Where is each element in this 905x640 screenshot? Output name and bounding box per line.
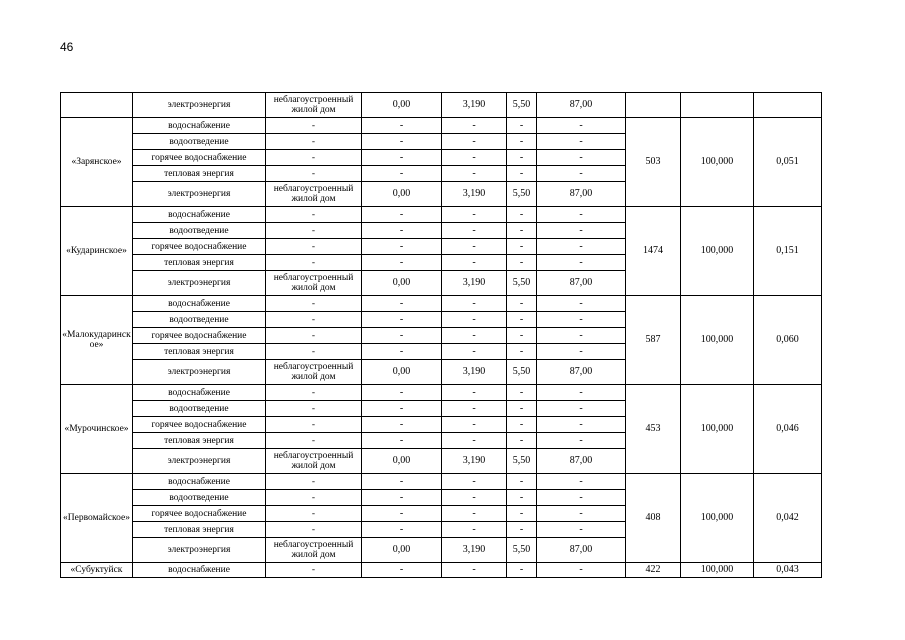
value-cell: - — [362, 166, 442, 182]
value-cell: - — [362, 223, 442, 239]
count-cell: 587 — [626, 296, 681, 385]
value-cell: - — [537, 490, 626, 506]
share-cell: 0,042 — [754, 474, 822, 563]
housing-cell: - — [266, 417, 362, 433]
housing-cell: неблагоустроенный жилой дом — [266, 93, 362, 118]
value-cell: - — [442, 522, 507, 538]
settlement-name: «Субуктуйск — [61, 563, 133, 578]
value-cell: - — [507, 296, 537, 312]
value-cell: 0,00 — [362, 360, 442, 385]
value-cell: 3,190 — [442, 449, 507, 474]
service-cell: электроэнергия — [133, 360, 266, 385]
percent-cell: 100,000 — [681, 118, 754, 207]
value-cell: - — [442, 474, 507, 490]
percent-cell: 100,000 — [681, 474, 754, 563]
count-cell — [626, 93, 681, 118]
value-cell: 5,50 — [507, 538, 537, 563]
table-row — [61, 563, 822, 578]
value-cell: 5,50 — [507, 93, 537, 118]
table-row — [61, 385, 822, 401]
housing-cell: - — [266, 239, 362, 255]
value-cell: - — [507, 433, 537, 449]
settlement-name: «Первомайское» — [61, 474, 133, 563]
housing-cell: - — [266, 223, 362, 239]
value-cell: - — [362, 522, 442, 538]
value-cell: - — [537, 474, 626, 490]
housing-cell: - — [266, 385, 362, 401]
value-cell: - — [442, 239, 507, 255]
value-cell: - — [362, 563, 442, 578]
value-cell: - — [507, 255, 537, 271]
value-cell: - — [537, 344, 626, 360]
value-cell: - — [362, 474, 442, 490]
value-cell: - — [507, 118, 537, 134]
service-cell: тепловая энергия — [133, 522, 266, 538]
value-cell: - — [537, 150, 626, 166]
value-cell: 0,00 — [362, 182, 442, 207]
value-cell: - — [362, 255, 442, 271]
tariff-table — [60, 92, 822, 578]
service-cell: горячее водоснабжение — [133, 150, 266, 166]
value-cell: - — [362, 344, 442, 360]
value-cell: - — [507, 506, 537, 522]
count-cell: 408 — [626, 474, 681, 563]
value-cell: - — [362, 207, 442, 223]
value-cell: - — [507, 312, 537, 328]
value-cell: - — [442, 344, 507, 360]
housing-cell: - — [266, 312, 362, 328]
value-cell: - — [537, 223, 626, 239]
value-cell: - — [442, 166, 507, 182]
service-cell: электроэнергия — [133, 449, 266, 474]
value-cell: 0,00 — [362, 538, 442, 563]
table-row — [61, 93, 822, 118]
share-cell — [754, 93, 822, 118]
housing-cell: - — [266, 134, 362, 150]
value-cell: - — [507, 344, 537, 360]
percent-cell: 100,000 — [681, 207, 754, 296]
settlement-name: «Малокударинское» — [61, 296, 133, 385]
percent-cell: 100,000 — [681, 563, 754, 578]
value-cell: - — [537, 522, 626, 538]
percent-cell: 100,000 — [681, 385, 754, 474]
value-cell: 0,00 — [362, 449, 442, 474]
service-cell: горячее водоснабжение — [133, 506, 266, 522]
value-cell: 5,50 — [507, 360, 537, 385]
value-cell: - — [362, 433, 442, 449]
value-cell: - — [507, 401, 537, 417]
service-cell: водоотведение — [133, 312, 266, 328]
value-cell: - — [442, 207, 507, 223]
value-cell: - — [442, 328, 507, 344]
value-cell: - — [362, 296, 442, 312]
service-cell: электроэнергия — [133, 93, 266, 118]
value-cell: - — [507, 522, 537, 538]
service-cell: водоснабжение — [133, 474, 266, 490]
housing-cell: - — [266, 506, 362, 522]
value-cell: 87,00 — [537, 449, 626, 474]
value-cell: 0,00 — [362, 271, 442, 296]
value-cell: - — [507, 328, 537, 344]
service-cell: электроэнергия — [133, 182, 266, 207]
service-cell: горячее водоснабжение — [133, 328, 266, 344]
value-cell: - — [537, 239, 626, 255]
value-cell: - — [442, 506, 507, 522]
value-cell: 3,190 — [442, 271, 507, 296]
value-cell: - — [537, 166, 626, 182]
share-cell: 0,046 — [754, 385, 822, 474]
value-cell: - — [537, 207, 626, 223]
value-cell: - — [537, 401, 626, 417]
value-cell: - — [442, 296, 507, 312]
service-cell: тепловая энергия — [133, 344, 266, 360]
percent-cell: 100,000 — [681, 296, 754, 385]
value-cell: - — [442, 385, 507, 401]
value-cell: - — [537, 563, 626, 578]
service-cell: тепловая энергия — [133, 255, 266, 271]
value-cell: - — [442, 417, 507, 433]
value-cell: - — [442, 433, 507, 449]
value-cell: - — [442, 223, 507, 239]
value-cell: - — [362, 506, 442, 522]
value-cell: 87,00 — [537, 93, 626, 118]
count-cell: 503 — [626, 118, 681, 207]
service-cell: водоотведение — [133, 401, 266, 417]
value-cell: 3,190 — [442, 182, 507, 207]
table-row — [61, 296, 822, 312]
value-cell: - — [507, 207, 537, 223]
value-cell: - — [537, 433, 626, 449]
service-cell: электроэнергия — [133, 538, 266, 563]
value-cell: 5,50 — [507, 182, 537, 207]
value-cell: - — [442, 563, 507, 578]
housing-cell: неблагоустроенный жилой дом — [266, 271, 362, 296]
share-cell: 0,043 — [754, 563, 822, 578]
housing-cell: - — [266, 563, 362, 578]
value-cell: - — [442, 134, 507, 150]
page-number: 46 — [60, 40, 74, 54]
table-row — [61, 118, 822, 134]
service-cell: тепловая энергия — [133, 166, 266, 182]
housing-cell: - — [266, 296, 362, 312]
value-cell: - — [507, 490, 537, 506]
value-cell: - — [507, 474, 537, 490]
value-cell: - — [442, 401, 507, 417]
settlement-name: «Мурочинское» — [61, 385, 133, 474]
housing-cell: - — [266, 344, 362, 360]
value-cell: 3,190 — [442, 93, 507, 118]
housing-cell: - — [266, 490, 362, 506]
value-cell: - — [442, 118, 507, 134]
housing-cell: - — [266, 150, 362, 166]
value-cell: - — [362, 417, 442, 433]
value-cell: 87,00 — [537, 360, 626, 385]
settlement-name: «Кударинское» — [61, 207, 133, 296]
value-cell: - — [442, 490, 507, 506]
value-cell: - — [507, 150, 537, 166]
value-cell: - — [537, 255, 626, 271]
value-cell: 87,00 — [537, 182, 626, 207]
value-cell: - — [537, 385, 626, 401]
share-cell: 0,151 — [754, 207, 822, 296]
value-cell: 3,190 — [442, 360, 507, 385]
value-cell: - — [537, 312, 626, 328]
service-cell: электроэнергия — [133, 271, 266, 296]
value-cell: - — [362, 328, 442, 344]
value-cell: - — [537, 296, 626, 312]
value-cell: - — [442, 312, 507, 328]
service-cell: горячее водоснабжение — [133, 417, 266, 433]
housing-cell: - — [266, 328, 362, 344]
value-cell: - — [362, 239, 442, 255]
service-cell: водоотведение — [133, 223, 266, 239]
value-cell: - — [362, 118, 442, 134]
housing-cell: - — [266, 166, 362, 182]
housing-cell: неблагоустроенный жилой дом — [266, 182, 362, 207]
value-cell: 87,00 — [537, 271, 626, 296]
housing-cell: - — [266, 207, 362, 223]
value-cell: - — [537, 417, 626, 433]
value-cell: - — [362, 134, 442, 150]
share-cell: 0,051 — [754, 118, 822, 207]
value-cell: - — [507, 563, 537, 578]
value-cell: - — [362, 385, 442, 401]
value-cell: 0,00 — [362, 93, 442, 118]
value-cell: - — [362, 401, 442, 417]
service-cell: водоснабжение — [133, 385, 266, 401]
value-cell: - — [362, 150, 442, 166]
value-cell: - — [537, 506, 626, 522]
housing-cell: неблагоустроенный жилой дом — [266, 449, 362, 474]
service-cell: водоснабжение — [133, 118, 266, 134]
service-cell: водоснабжение — [133, 207, 266, 223]
count-cell: 1474 — [626, 207, 681, 296]
count-cell: 422 — [626, 563, 681, 578]
housing-cell: - — [266, 118, 362, 134]
value-cell: - — [507, 239, 537, 255]
value-cell: - — [537, 134, 626, 150]
settlement-name: «Зарянское» — [61, 118, 133, 207]
service-cell: водоснабжение — [133, 296, 266, 312]
table-row — [61, 474, 822, 490]
count-cell: 453 — [626, 385, 681, 474]
service-cell: водоснабжение — [133, 563, 266, 578]
housing-cell: - — [266, 474, 362, 490]
housing-cell: - — [266, 522, 362, 538]
value-cell: 87,00 — [537, 538, 626, 563]
housing-cell: неблагоустроенный жилой дом — [266, 360, 362, 385]
value-cell: - — [362, 312, 442, 328]
value-cell: - — [442, 150, 507, 166]
service-cell: водоотведение — [133, 134, 266, 150]
service-cell: тепловая энергия — [133, 433, 266, 449]
value-cell: 3,190 — [442, 538, 507, 563]
housing-cell: - — [266, 433, 362, 449]
percent-cell — [681, 93, 754, 118]
value-cell: - — [362, 490, 442, 506]
housing-cell: - — [266, 401, 362, 417]
share-cell: 0,060 — [754, 296, 822, 385]
value-cell: - — [537, 118, 626, 134]
settlement-cell — [61, 93, 133, 118]
value-cell: - — [442, 255, 507, 271]
value-cell: - — [507, 166, 537, 182]
service-cell: водоотведение — [133, 490, 266, 506]
housing-cell: - — [266, 255, 362, 271]
value-cell: - — [507, 385, 537, 401]
value-cell: - — [537, 328, 626, 344]
table-row — [61, 207, 822, 223]
value-cell: - — [507, 134, 537, 150]
service-cell: горячее водоснабжение — [133, 239, 266, 255]
value-cell: 5,50 — [507, 271, 537, 296]
value-cell: - — [507, 417, 537, 433]
value-cell: - — [507, 223, 537, 239]
housing-cell: неблагоустроенный жилой дом — [266, 538, 362, 563]
value-cell: 5,50 — [507, 449, 537, 474]
